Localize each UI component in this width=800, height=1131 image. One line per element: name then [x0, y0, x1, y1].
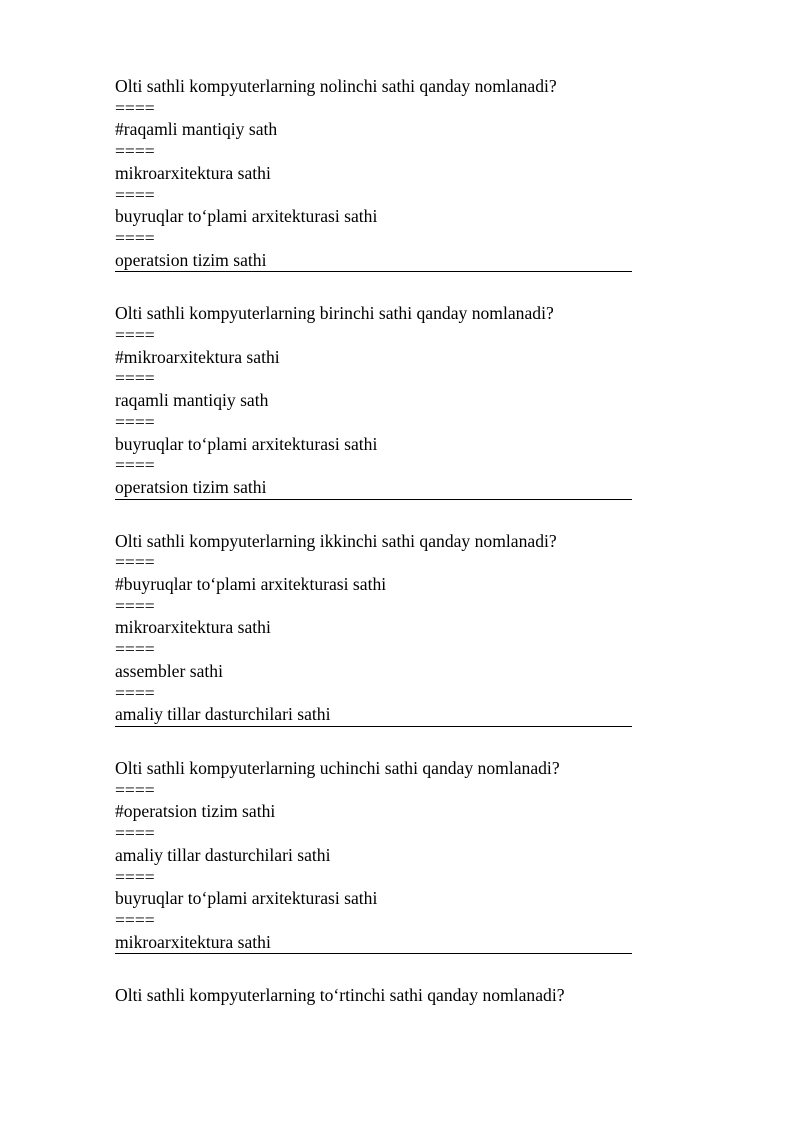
- question-text: Olti sathli kompyuterlarning uchinchi sathi qanday nomlanadi?: [115, 757, 560, 778]
- separator: ====: [115, 97, 155, 118]
- question-text: Olti sathli kompyuterlarning to‘rtinchi sathi qanday nomlanadi?: [115, 985, 565, 1006]
- answer-option: mikroarxitektura sathi: [115, 162, 271, 183]
- separator: ====: [115, 227, 155, 248]
- divider-line: [115, 499, 632, 500]
- separator: ====: [115, 141, 155, 162]
- separator: ====: [115, 368, 155, 389]
- separator: ====: [115, 552, 155, 573]
- question-block: [115, 303, 635, 499]
- divider-line: [115, 953, 632, 954]
- separator: ====: [115, 639, 155, 660]
- separator: ====: [115, 325, 155, 346]
- separator: ====: [115, 184, 155, 205]
- answer-option: mikroarxitektura sathi: [115, 931, 271, 952]
- divider-line: [115, 271, 632, 272]
- answer-option: assembler sathi: [115, 660, 223, 681]
- separator: ====: [115, 823, 155, 844]
- answer-option: operatsion tizim sathi: [115, 476, 267, 497]
- answer-option: #buyruqlar to‘plami arxitekturasi sathi: [115, 574, 387, 595]
- question-block: [115, 985, 635, 1007]
- separator: ====: [115, 411, 155, 432]
- answer-option: amaliy tillar dasturchilari sathi: [115, 844, 331, 865]
- answer-option: buyruqlar to‘plami arxitekturasi sathi: [115, 888, 378, 909]
- answer-option: #mikroarxitektura sathi: [115, 346, 280, 367]
- question-text: Olti sathli kompyuterlarning nolinchi sathi qanday nomlanadi?: [115, 76, 557, 96]
- separator: ====: [115, 595, 155, 616]
- separator: ====: [115, 779, 155, 800]
- separator: ====: [115, 682, 155, 703]
- answer-option: operatsion tizim sathi: [115, 249, 267, 270]
- document-page: [115, 76, 635, 1007]
- answer-option: mikroarxitektura sathi: [115, 617, 271, 638]
- separator: ====: [115, 866, 155, 887]
- divider-line: [115, 726, 632, 727]
- question-text: Olti sathli kompyuterlarning birinchi sathi qanday nomlanadi?: [115, 303, 554, 324]
- answer-option: buyruqlar to‘plami arxitekturasi sathi: [115, 206, 378, 227]
- answer-option: #raqamli mantiqiy sath: [115, 119, 278, 140]
- answer-option: raqamli mantiqiy sath: [115, 390, 269, 411]
- answer-option: amaliy tillar dasturchilari sathi: [115, 704, 331, 725]
- question-block: [115, 758, 635, 954]
- question-block: [115, 76, 635, 272]
- separator: ====: [115, 909, 155, 930]
- question-text: Olti sathli kompyuterlarning ikkinchi sathi qanday nomlanadi?: [115, 530, 557, 551]
- answer-option: buyruqlar to‘plami arxitekturasi sathi: [115, 433, 378, 454]
- question-block: [115, 531, 635, 727]
- separator: ====: [115, 455, 155, 476]
- answer-option: #operatsion tizim sathi: [115, 801, 276, 822]
